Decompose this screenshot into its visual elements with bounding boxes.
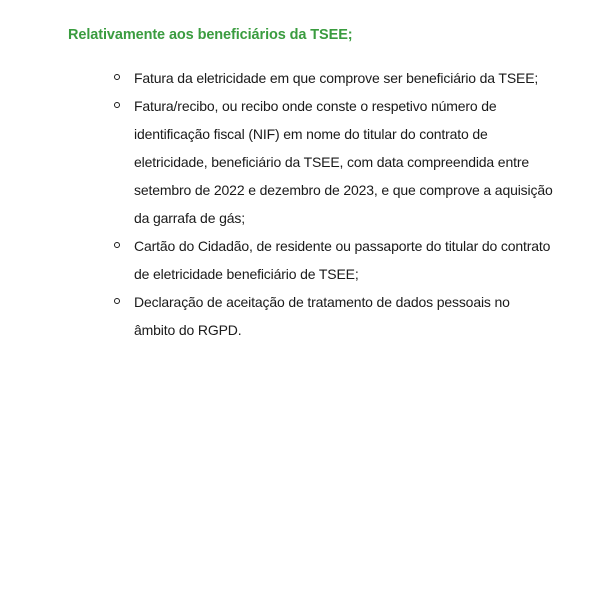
requirements-list xyxy=(113,64,553,344)
list-item-text: Cartão do Cidadão, de residente ou passaporte do titular do contrato de eletricidade beneficiário de TSEE; xyxy=(134,238,551,282)
circle-bullet-icon xyxy=(114,102,120,108)
list-item-text: Fatura da eletricidade em que comprove ser beneficiário da TSEE; xyxy=(134,70,539,86)
list-item xyxy=(113,288,553,344)
section-heading: Relativamente aos beneficiários da TSEE; xyxy=(68,27,353,43)
circle-bullet-icon xyxy=(114,242,120,248)
list-item xyxy=(113,64,553,92)
list-item xyxy=(113,92,553,232)
list-item-text: Fatura/recibo, ou recibo onde conste o respetivo número de identificação fiscal (NIF) em nome do titular do contrato de eletricidade, beneficiário da TSEE, com data compreendida entre setembro de 2022 e dezembro de 2023, e que comprove a aquisição da garrafa de gás; xyxy=(134,98,553,226)
circle-bullet-icon xyxy=(114,74,120,80)
list-item xyxy=(113,232,553,288)
list-item-text: Declaração de aceitação de tratamento de dados pessoais no âmbito do RGPD. xyxy=(134,294,510,338)
circle-bullet-icon xyxy=(114,298,120,304)
